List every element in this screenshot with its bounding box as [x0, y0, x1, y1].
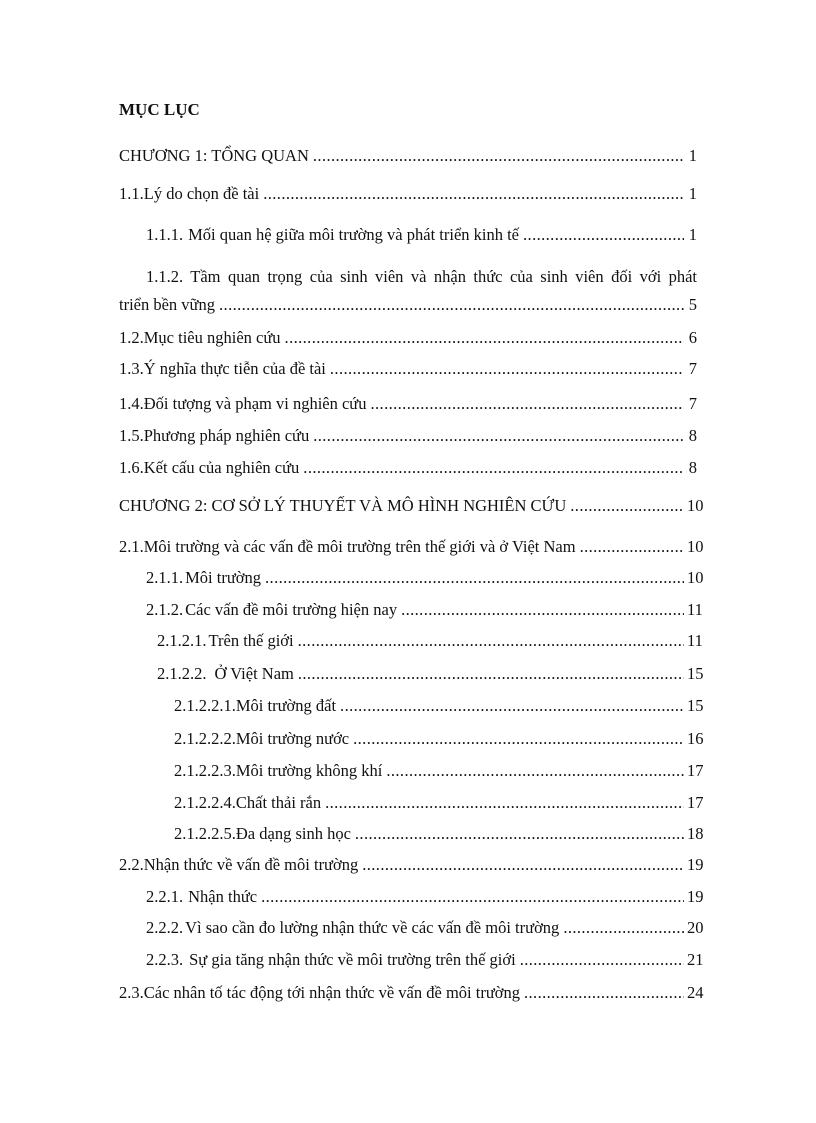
- toc-entry-text: Mối quan hệ giữa môi trường và phát triển kinh tế: [188, 225, 520, 244]
- toc-entry[interactable]: [119, 328, 697, 348]
- toc-page-number: 18: [687, 824, 704, 843]
- toc-page-number: 11: [687, 631, 703, 650]
- toc-entry-number: 2.1.2.2.3.: [174, 761, 236, 780]
- toc-entry[interactable]: [119, 458, 697, 478]
- toc-page-number: 11: [687, 600, 703, 619]
- toc-page-number: 19: [687, 855, 704, 874]
- toc-leader: [355, 824, 684, 844]
- toc-page-number: 16: [687, 729, 704, 748]
- toc-page-number: 20: [687, 918, 704, 937]
- toc-leader: [371, 394, 685, 414]
- toc-page-number: 24: [687, 983, 704, 1002]
- toc-entry-number: 2.2.1.: [146, 887, 184, 906]
- toc-entry[interactable]: [119, 426, 697, 446]
- page-title: MỤC LỤC: [119, 100, 200, 119]
- toc-page-number: 15: [687, 696, 704, 715]
- toc-leader: [353, 729, 684, 749]
- toc-entry-text: Nhận thức: [188, 887, 258, 906]
- toc-leader: [563, 918, 684, 938]
- toc-leader: [313, 426, 684, 446]
- toc-page-number: 8: [688, 458, 697, 477]
- toc-leader: [263, 184, 684, 204]
- toc-leader: [285, 328, 684, 348]
- toc-entry-number: 1.6.: [119, 458, 144, 477]
- toc-entry-multiline[interactable]: [119, 267, 697, 315]
- toc-page-number: 7: [688, 394, 697, 413]
- toc-leader: [265, 568, 684, 588]
- toc-leader: [523, 225, 684, 245]
- toc-entry-text: CHƯƠNG 2: CƠ SỞ LÝ THUYẾT VÀ MÔ HÌNH NGHIÊN CỨU: [119, 496, 567, 515]
- toc-entry[interactable]: [157, 631, 703, 651]
- toc-entry-text: Môi trường: [185, 568, 262, 587]
- toc-entry-text: Các nhân tố tác động tới nhận thức về vấn đề môi trường: [143, 983, 520, 1002]
- toc-entry-line1: [119, 267, 697, 287]
- toc-entry-text-continued: triển bền vững: [119, 295, 216, 314]
- toc-entry-text: Lý do chọn đề tài: [143, 184, 260, 203]
- toc-leader: [330, 359, 684, 379]
- toc-entry-number: 2.1.2.2.: [157, 664, 207, 683]
- toc-entry-number: 2.3.: [119, 983, 144, 1002]
- toc-page-number: 1: [688, 225, 697, 244]
- toc-entry[interactable]: [146, 568, 704, 588]
- toc-entry-number: 2.1.: [119, 537, 144, 556]
- toc-entry[interactable]: [146, 887, 704, 907]
- toc-page-number: 10: [687, 496, 704, 515]
- toc-entry-text: Đa dạng sinh học: [235, 824, 351, 843]
- toc-leader: [362, 855, 684, 875]
- toc-entry-text: Kết cấu của nghiên cứu: [143, 458, 300, 477]
- toc-entry-number: 2.1.2.: [146, 600, 184, 619]
- toc-entry-text: Ý nghĩa thực tiễn của đề tài: [143, 359, 326, 378]
- toc-leader: [325, 793, 684, 813]
- toc-entry-number: 2.1.2.2.1.: [174, 696, 236, 715]
- toc-page-number: 5: [688, 295, 697, 314]
- toc-entry-number: 2.1.2.2.2.: [174, 729, 236, 748]
- toc-entry-text: Môi trường đất: [235, 696, 337, 715]
- toc-entry-text: Các vấn đề môi trường hiện nay: [185, 600, 398, 619]
- toc-page-number: 10: [687, 568, 704, 587]
- toc-page-number: 15: [687, 664, 704, 683]
- toc-page-number: 17: [687, 761, 704, 780]
- toc-entry-number: 2.1.1.: [146, 568, 184, 587]
- toc-leader: [580, 537, 684, 557]
- toc-entry-text: Môi trường nước: [235, 729, 350, 748]
- toc-entry-text: Phương pháp nghiên cứu: [143, 426, 310, 445]
- toc-entry[interactable]: [119, 983, 704, 1003]
- toc-entry[interactable]: [146, 918, 704, 938]
- toc-entry[interactable]: [119, 394, 697, 414]
- toc-leader: [340, 696, 684, 716]
- toc-page-number: 1: [688, 146, 697, 165]
- toc-entry[interactable]: [119, 146, 697, 166]
- toc-entry[interactable]: [174, 793, 704, 813]
- toc-entry[interactable]: [157, 664, 704, 684]
- toc-entry-number: 2.1.2.2.4.: [174, 793, 236, 812]
- toc-entry-number: 2.2.2.: [146, 918, 184, 937]
- toc-leader: [401, 600, 684, 620]
- toc-entry-number: 1.3.: [119, 359, 144, 378]
- toc-entry-text: Nhận thức về vấn đề môi trường: [143, 855, 359, 874]
- toc-entry-text: Tầm quan trọng của sinh viên và nhận thức của sinh viên đối với phát: [190, 267, 698, 286]
- toc-leader: [219, 295, 684, 315]
- toc-entry-number: 1.4.: [119, 394, 144, 413]
- toc-entry-number: 1.1.: [119, 184, 144, 203]
- toc-page-number: 17: [687, 793, 704, 812]
- toc-leader: [524, 983, 684, 1003]
- toc-entry[interactable]: [119, 496, 704, 516]
- toc-page-number: 8: [688, 426, 697, 445]
- toc-leader: [298, 631, 684, 651]
- toc-entry-number: 1.1.2.: [146, 267, 184, 286]
- toc-entry-text: CHƯƠNG 1: TỔNG QUAN: [119, 146, 309, 165]
- toc-entry-number: 2.2.3.: [146, 950, 184, 969]
- toc-entry-line2: [119, 295, 697, 315]
- toc-entry[interactable]: [119, 855, 704, 875]
- toc-entry-number: 1.1.1.: [146, 225, 184, 244]
- toc-page-number: 19: [687, 887, 704, 906]
- toc-leader: [520, 950, 684, 970]
- toc-entry-number: 1.2.: [119, 328, 144, 347]
- toc-page-number: 1: [688, 184, 697, 203]
- toc-entry-text: Trên thế giới: [208, 631, 294, 650]
- toc-entry[interactable]: [119, 359, 697, 379]
- toc-entry-text: Ở Việt Nam: [214, 664, 294, 683]
- toc-entry-text: Vì sao cần đo lường nhận thức về các vấn đề môi trường: [185, 918, 560, 937]
- toc-entry[interactable]: [119, 537, 704, 557]
- toc-leader: [570, 496, 684, 516]
- toc-page-number: 6: [688, 328, 697, 347]
- toc-entry[interactable]: [174, 696, 704, 716]
- toc-entry[interactable]: [174, 729, 704, 749]
- toc-entry[interactable]: [174, 761, 704, 781]
- toc-entry-number: 1.5.: [119, 426, 144, 445]
- toc-entry-text: Chất thải rắn: [235, 793, 322, 812]
- toc-entry[interactable]: [146, 600, 703, 620]
- toc-entry-text: Sự gia tăng nhận thức về môi trường trên thế giới: [189, 950, 516, 969]
- toc-page-number: 7: [688, 359, 697, 378]
- toc-entry-text: Môi trường không khí: [235, 761, 383, 780]
- toc-leader: [386, 761, 684, 781]
- toc-entry-text: Môi trường và các vấn đề môi trường trên thế giới và ở Việt Nam: [143, 537, 576, 556]
- toc-entry-text: Mục tiêu nghiên cứu: [143, 328, 281, 347]
- toc-entry[interactable]: [174, 824, 704, 844]
- toc-page-number: 21: [687, 950, 704, 969]
- toc-page-number: 10: [687, 537, 704, 556]
- toc-entry-number: 2.1.2.1.: [157, 631, 207, 650]
- toc-leader: [303, 458, 684, 478]
- toc-entry-number: 2.1.2.2.5.: [174, 824, 236, 843]
- toc-leader: [298, 664, 684, 684]
- toc-leader: [313, 146, 684, 166]
- toc-entry[interactable]: [146, 950, 704, 970]
- toc-entry-text: Đối tượng và phạm vi nghiên cứu: [143, 394, 367, 413]
- toc-entry[interactable]: [146, 225, 697, 245]
- toc-entry-number: 2.2.: [119, 855, 144, 874]
- toc-entry[interactable]: [119, 184, 697, 204]
- toc-leader: [261, 887, 684, 907]
